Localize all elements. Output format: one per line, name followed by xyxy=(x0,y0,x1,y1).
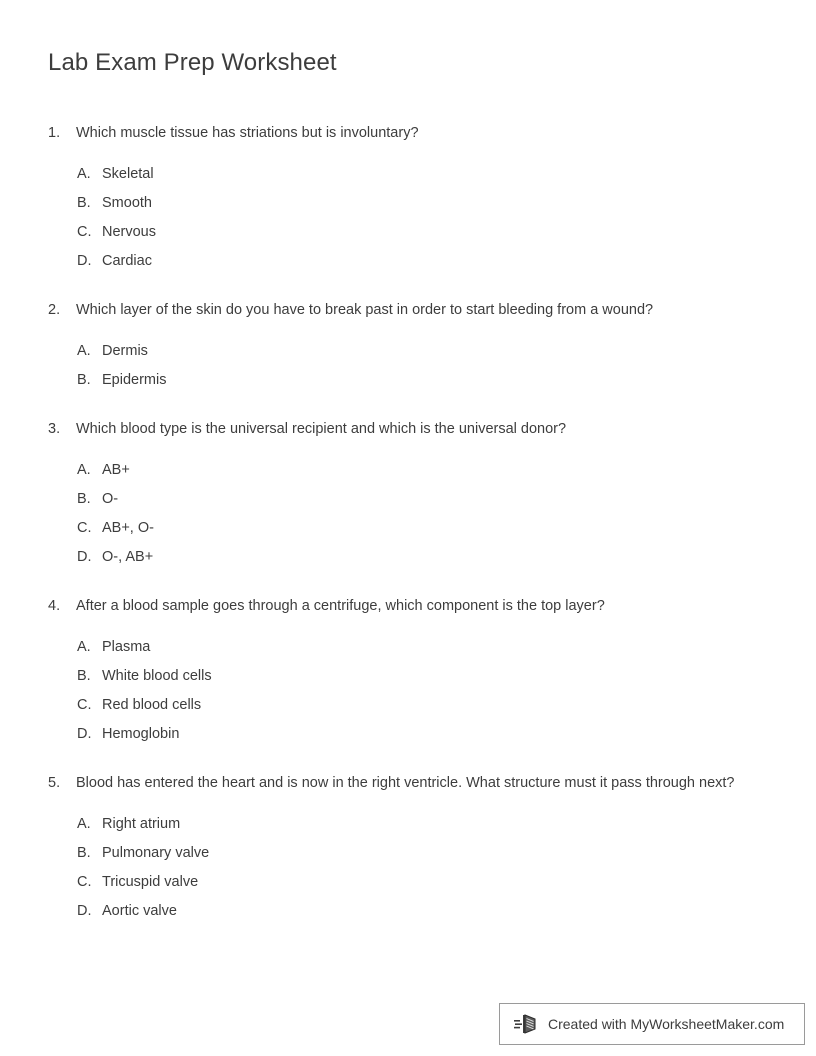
option-row[interactable] xyxy=(0,873,816,902)
question-block xyxy=(0,301,816,400)
option-letter: D. xyxy=(77,726,92,742)
option-row[interactable] xyxy=(0,638,816,667)
option-list xyxy=(0,165,816,281)
option-text: Plasma xyxy=(102,639,151,655)
option-text: Cardiac xyxy=(102,253,152,269)
question-block xyxy=(0,597,816,754)
question-text: Which muscle tissue has striations but is involuntary? xyxy=(76,125,419,141)
footer-attribution-text: Created with MyWorksheetMaker.com xyxy=(548,1016,785,1032)
option-row[interactable] xyxy=(0,667,816,696)
option-row[interactable] xyxy=(0,519,816,548)
option-text: Aortic valve xyxy=(102,903,177,919)
option-text: Skeletal xyxy=(102,166,154,182)
option-letter: D. xyxy=(77,549,92,565)
option-letter: C. xyxy=(77,224,92,240)
option-text: White blood cells xyxy=(102,668,212,684)
option-letter: A. xyxy=(77,816,91,832)
question-text: Which layer of the skin do you have to break past in order to start bleeding from a wound? xyxy=(76,302,654,318)
option-text: O- xyxy=(102,491,119,507)
option-row[interactable] xyxy=(0,548,816,577)
option-row[interactable] xyxy=(0,194,816,223)
option-list xyxy=(0,461,816,577)
option-list xyxy=(0,638,816,754)
option-row[interactable] xyxy=(0,902,816,931)
option-row[interactable] xyxy=(0,490,816,519)
option-text: Pulmonary valve xyxy=(102,845,210,861)
option-text: Epidermis xyxy=(102,372,167,388)
option-list xyxy=(0,815,816,931)
question-text: After a blood sample goes through a centrifuge, which component is the top layer? xyxy=(76,598,605,614)
option-letter: D. xyxy=(77,253,92,269)
option-letter: B. xyxy=(77,195,91,211)
option-letter: D. xyxy=(77,903,92,919)
option-row[interactable] xyxy=(0,165,816,194)
question-block xyxy=(0,124,816,281)
option-row[interactable] xyxy=(0,725,816,754)
option-letter: B. xyxy=(77,668,91,684)
option-text: Red blood cells xyxy=(102,697,202,713)
option-row[interactable] xyxy=(0,223,816,252)
option-text: AB+, O- xyxy=(102,520,154,536)
option-letter: B. xyxy=(77,491,91,507)
option-text: Tricuspid valve xyxy=(102,874,199,890)
worksheet-maker-logo-icon xyxy=(514,1013,540,1035)
option-text: O-, AB+ xyxy=(102,549,154,565)
question-number: 2. xyxy=(48,302,61,318)
option-row[interactable] xyxy=(0,696,816,725)
question-row xyxy=(0,774,816,793)
option-letter: C. xyxy=(77,697,92,713)
question-list xyxy=(0,124,816,951)
option-text: Right atrium xyxy=(102,816,181,832)
option-text: Hemoglobin xyxy=(102,726,180,742)
question-number: 3. xyxy=(48,421,61,437)
page-title: Lab Exam Prep Worksheet xyxy=(48,49,337,76)
question-text: Which blood type is the universal recipient and which is the universal donor? xyxy=(76,421,567,437)
option-row[interactable] xyxy=(0,815,816,844)
option-row[interactable] xyxy=(0,461,816,490)
footer-attribution-badge[interactable] xyxy=(499,1003,805,1045)
option-letter: A. xyxy=(77,166,91,182)
question-row xyxy=(0,420,816,439)
question-number: 1. xyxy=(48,125,61,141)
option-letter: A. xyxy=(77,639,91,655)
question-block xyxy=(0,774,816,931)
option-list xyxy=(0,342,816,400)
option-text: Nervous xyxy=(102,224,156,240)
question-text: Blood has entered the heart and is now in the right ventricle. What structure must it pass through next? xyxy=(76,775,735,791)
question-row xyxy=(0,597,816,616)
option-letter: C. xyxy=(77,874,92,890)
option-row[interactable] xyxy=(0,342,816,371)
option-text: AB+ xyxy=(102,462,130,478)
option-row[interactable] xyxy=(0,371,816,400)
option-text: Dermis xyxy=(102,343,148,359)
question-row xyxy=(0,301,816,320)
option-letter: A. xyxy=(77,343,91,359)
question-block xyxy=(0,420,816,577)
option-text: Smooth xyxy=(102,195,152,211)
question-row xyxy=(0,124,816,143)
option-letter: B. xyxy=(77,845,91,861)
option-letter: C. xyxy=(77,520,92,536)
option-letter: A. xyxy=(77,462,91,478)
option-row[interactable] xyxy=(0,252,816,281)
question-number: 5. xyxy=(48,775,61,791)
option-row[interactable] xyxy=(0,844,816,873)
option-letter: B. xyxy=(77,372,91,388)
question-number: 4. xyxy=(48,598,61,614)
